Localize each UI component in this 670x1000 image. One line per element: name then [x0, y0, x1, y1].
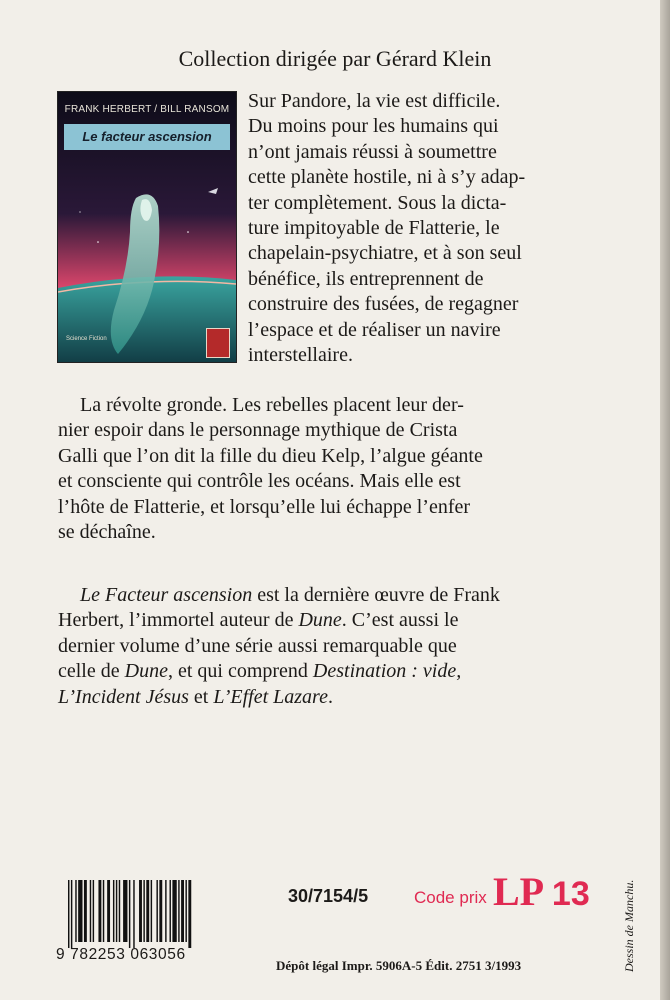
illustration-credit: Dessin de Manchu. — [622, 879, 636, 972]
text-run: , et qui comprend — [167, 660, 313, 683]
barcode-bar — [119, 880, 120, 942]
barcode-bar — [113, 880, 114, 942]
text-line: Du moins pour les humains qui — [248, 115, 499, 138]
text-line — [58, 685, 612, 710]
cover-series-label: Science Fiction — [66, 336, 107, 342]
text-line: interstellaire. — [248, 344, 353, 367]
cover-title-band — [64, 124, 230, 150]
cover-edge — [660, 0, 670, 1000]
barcode-bar — [156, 880, 157, 942]
text-line — [58, 659, 612, 684]
barcode-bar — [165, 880, 166, 942]
text-line: construire des fusées, de regagner — [248, 293, 519, 316]
text-line: La révolte gronde. Les rebelles placent leur der- — [80, 394, 464, 416]
barcode-digits: 9 782253 063056 — [56, 946, 186, 963]
text-line: n’ont jamais réussi à soumettre — [248, 140, 497, 163]
blurb-paragraph-3 — [58, 583, 612, 710]
book-title: Dune — [124, 660, 168, 683]
barcode-bar — [185, 880, 186, 942]
barcode-bar — [146, 880, 149, 942]
barcode-bar — [133, 880, 134, 948]
cover-title: Le facteur ascension — [82, 129, 212, 144]
text-line: se déchaîne. — [58, 521, 156, 544]
barcode-bar — [78, 880, 82, 942]
book-title: L’Effet Lazare — [213, 685, 328, 708]
text-line: ter complètement. Sous la dicta- — [248, 191, 507, 214]
book-title: Destination : vide, — [312, 660, 462, 683]
collection-line: Collection dirigée par Gérard Klein — [178, 46, 492, 71]
barcode-bar — [75, 880, 76, 942]
barcode-bar — [68, 880, 69, 948]
barcode-bar — [170, 880, 171, 942]
text-line: cette planète hostile, ni à s’y adap- — [248, 166, 526, 189]
text-line: chapelain-psychiatre, et à son seul — [248, 242, 522, 265]
cover-authors: FRANK HERBERT / BILL RANSOM — [64, 104, 230, 115]
publisher-logo — [206, 328, 230, 358]
text-line — [58, 583, 612, 608]
text-line: Galli que l’on dit la fille du dieu Kelp, l’algue géante — [58, 444, 483, 467]
book-number: 30/7154/5 — [288, 886, 369, 906]
barcode-bar — [178, 880, 179, 942]
text-run: celle de — [58, 660, 125, 683]
text-line: ture impitoyable de Flatterie, le — [248, 217, 500, 240]
price-label: Code prix — [414, 888, 487, 907]
text-run: est la dernière œuvre de Frank — [252, 584, 500, 606]
text-line: dernier volume d’une série aussi remarquable que — [58, 634, 457, 657]
barcode-bar — [84, 880, 87, 942]
text-run: et — [188, 685, 214, 708]
book-title: Dune — [298, 609, 342, 632]
barcode-bar — [188, 880, 191, 948]
barcode-bar — [151, 880, 152, 942]
barcode-bar — [159, 880, 162, 942]
barcode — [56, 880, 238, 976]
barcode-bar — [90, 880, 91, 942]
text-line: l’hôte de Flatterie, et lorsqu’elle lui échappe l’enfer — [58, 495, 471, 518]
barcode-bar — [129, 880, 130, 948]
book-title: Le Facteur ascension — [80, 584, 253, 606]
barcode-bar — [143, 880, 144, 942]
text-line — [58, 608, 612, 633]
text-line: l’espace et de réaliser un navire — [248, 318, 501, 341]
barcode-bar — [103, 880, 104, 942]
text-line: Sur Pandore, la vie est difficile. — [248, 90, 501, 112]
barcode-bar — [107, 880, 110, 942]
text-line: nier espoir dans le personnage mythique de Crista — [58, 419, 458, 442]
barcode-bar — [181, 880, 184, 942]
text-line: et consciente qui contrôle les océans. Mais elle est — [58, 470, 461, 493]
text-run: . — [327, 685, 333, 708]
barcode-bar — [71, 880, 72, 948]
barcode-bar — [172, 880, 176, 942]
price-code — [493, 869, 590, 914]
text-line: bénéfice, ils entreprennent de — [248, 267, 484, 290]
blurb-paragraph-2 — [58, 393, 612, 545]
barcode-bars — [68, 880, 236, 948]
cover-thumbnail — [58, 92, 236, 362]
barcode-bar — [93, 880, 94, 942]
text-run: Herbert, l’immortel auteur de — [58, 609, 299, 632]
barcode-bar — [116, 880, 117, 942]
barcode-bar — [98, 880, 101, 942]
text-run: . C’est aussi le — [341, 609, 459, 632]
blurb-paragraph-1 — [248, 89, 612, 368]
price-code-number: 13 — [551, 875, 590, 913]
barcode-bar — [123, 880, 127, 942]
legal-deposit: Dépôt légal Impr. 5906A-5 Édit. 2751 3/1993 — [276, 958, 522, 973]
barcode-bar — [139, 880, 142, 942]
price-code-letters: LP — [493, 869, 542, 914]
book-title: L’Incident Jésus — [58, 685, 189, 708]
